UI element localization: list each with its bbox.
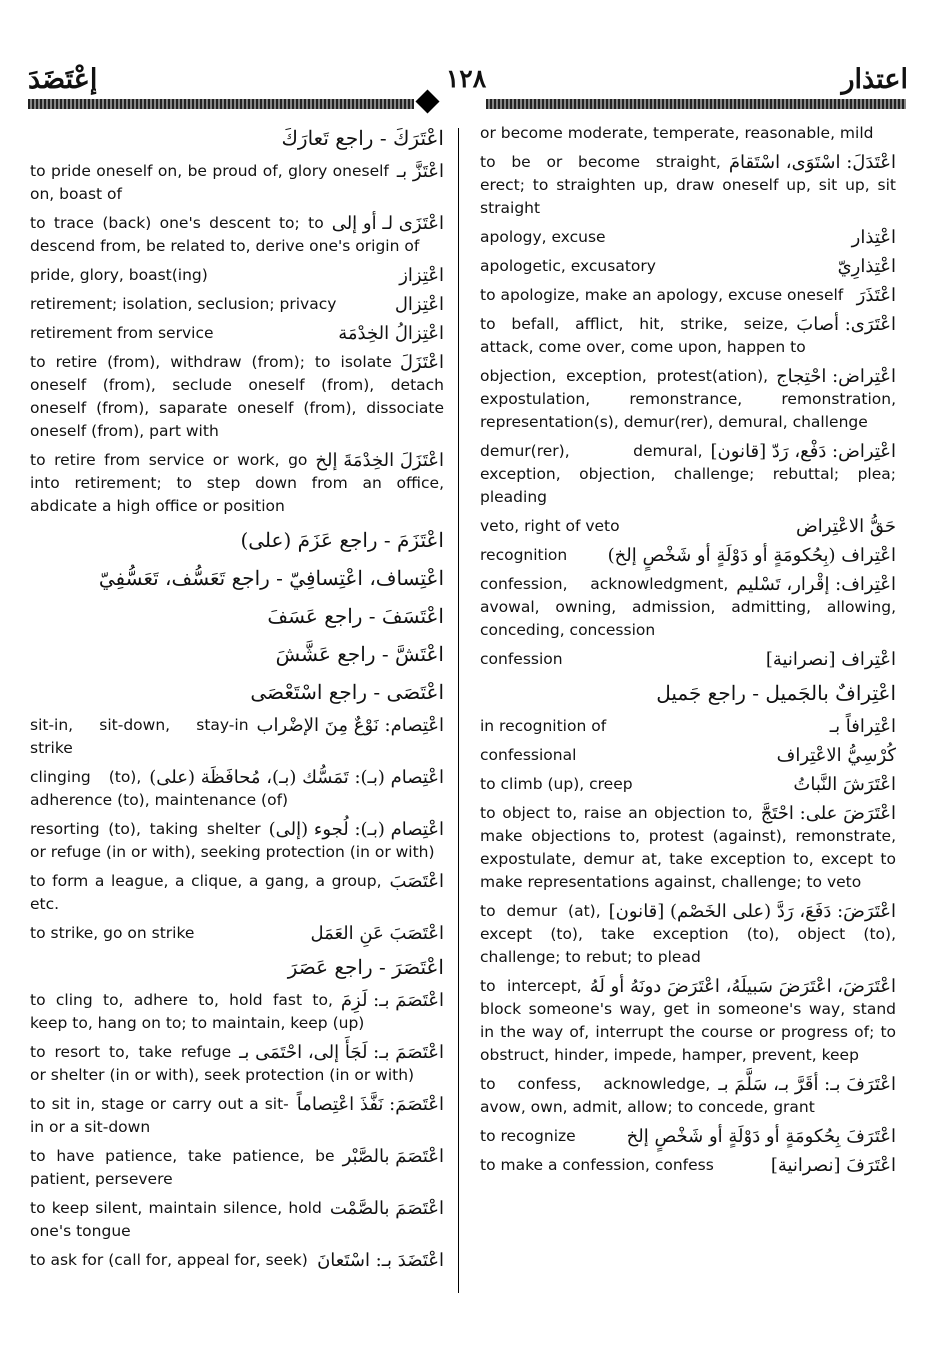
header-right-word: اعتذار: [841, 64, 908, 95]
english-definition: confessional: [480, 746, 577, 764]
dictionary-entry: [30, 638, 444, 670]
left-column: [30, 122, 444, 1278]
english-definition: sit-in, sit-down, stay-in strike: [30, 716, 249, 757]
arabic-headword: اعْتَذَرَ: [856, 285, 896, 306]
dictionary-entry: [30, 351, 444, 443]
arabic-headword: اعْتِصام (بـ): لُجوء (إلى): [268, 819, 444, 840]
arabic-headword: اعْتَزَلَ الخِدْمَةَ إلخ: [315, 450, 444, 471]
arabic-headword: اعْتَصَرَ - راجع عَصَرَ: [287, 955, 444, 979]
arabic-headword: اعْتَدَلَ: اسْتَوَى، اسْتَقامَ: [728, 152, 896, 173]
dictionary-entry: [30, 1249, 444, 1272]
header-diamond-ornament: [415, 89, 439, 113]
arabic-headword: اعْتَزَلَ: [399, 352, 444, 373]
arabic-headword: اعْتَرَضَ: دَفَعَ، رَدَّ (على الخَصْم) [قانون]: [608, 901, 896, 922]
dictionary-entry: [30, 1197, 444, 1243]
page-number: ١٢٨: [445, 64, 487, 93]
arabic-headword: اعْتَرَضَ على: احْتَجَّ: [760, 803, 896, 824]
english-definition: pride, glory, boast(ing): [30, 266, 208, 284]
dictionary-entry: [30, 600, 444, 632]
english-definition: recognition: [480, 546, 568, 564]
dictionary-entry: [30, 122, 444, 154]
dictionary-entry: [30, 562, 444, 594]
dictionary-entry: [480, 544, 896, 567]
english-definition: to ask for (call for, appeal for, seek): [30, 1251, 308, 1269]
english-definition: veto, right of veto: [480, 517, 620, 535]
english-definition: retirement; isolation, seclusion; privacy: [30, 295, 337, 313]
dictionary-entry: [30, 1041, 444, 1087]
dictionary-entry: [30, 714, 444, 760]
dictionary-entry: [30, 264, 444, 287]
header-left-word: إعْتَضَدَ: [28, 64, 98, 95]
dictionary-entry: [480, 773, 896, 796]
header-rule-right: [486, 99, 906, 109]
english-definition: apology, excuse: [480, 228, 606, 246]
english-definition: retirement from service: [30, 324, 214, 342]
arabic-headword: اعْتَرَشَ النَّباتُ: [793, 774, 896, 795]
arabic-headword: اعْتَرَفَ [نصرانية]: [770, 1155, 896, 1176]
english-definition: to object to, raise an objection to, make objections to, protest (against), remonstrate, expostulate, demur at, take exception to, except to make representations against, challenge; to veto: [480, 804, 896, 891]
dictionary-entry: [480, 975, 896, 1067]
english-definition: to recognize: [480, 1127, 576, 1145]
arabic-headword: اعْتَرَضَ، اعْتَرَضَ سَبيلَهُ، اعْتَرَضَ دونَهُ أو لَهُ: [589, 976, 896, 997]
english-definition: or become moderate, temperate, reasonable, mild: [480, 124, 874, 142]
arabic-headword: اعْتَصَمَ بـ: لَجَأَ إلى، احْتَمَى بـ: [239, 1042, 444, 1063]
arabic-headword: اعْتِراض: احْتِجاج: [776, 366, 896, 387]
dictionary-entry: [30, 951, 444, 983]
english-definition: to befall, afflict, hit, strike, seize, attack, come over, come upon, happen to: [480, 315, 806, 356]
english-definition: to trace (back) one's descent to; to descend from, be related to, derive one's origin of: [30, 214, 420, 255]
dictionary-entry: [480, 226, 896, 249]
arabic-headword: اعْتِزال: [394, 294, 444, 315]
arabic-headword: حَقُّ الاعْتِراض: [796, 516, 896, 537]
dictionary-entry: [480, 573, 896, 642]
arabic-headword: اعْتِرافٌ بالجَميل - راجع جَميل: [656, 681, 896, 705]
arabic-headword: اعْتَرَكَ - راجع تَعارَكَ: [281, 126, 444, 150]
dictionary-entry: [480, 677, 896, 709]
arabic-headword: اعْتَضَدَ بـ: اسْتَعانَ: [317, 1250, 444, 1271]
dictionary-entry: [480, 802, 896, 894]
header-rule-left: [28, 99, 414, 109]
english-definition: to cling to, adhere to, hold fast to, keep to, hang on to; to maintain, keep (up): [30, 991, 365, 1032]
english-definition: apologetic, excusatory: [480, 257, 656, 275]
english-definition: objection, exception, protest(ation), expostulation, remonstrance, remonstration, representation(s), demur(rer), demural, challenge: [480, 367, 896, 431]
arabic-headword: اعْتَصَمَ: نَفَّذَ اعْتِصاماً: [296, 1094, 444, 1115]
dictionary-entry: [30, 766, 444, 812]
arabic-headword: اعْتَرَى: أصابَ: [796, 314, 896, 335]
arabic-headword: اعْتِزاز: [399, 265, 444, 286]
arabic-headword: اعْتِذارِيّ: [837, 256, 896, 277]
arabic-headword: اعْتَزَّ بـ: [396, 161, 444, 182]
arabic-headword: اعْتِراض: دَفْع، رَدّ [قانون]: [710, 441, 896, 462]
arabic-headword: اعْتَصَمَ بالصَّبْر: [342, 1146, 444, 1167]
dictionary-entry: [30, 1145, 444, 1191]
dictionary-entry: [480, 365, 896, 434]
dictionary-entry: [480, 440, 896, 509]
dictionary-entry: [480, 313, 896, 359]
right-column: [480, 122, 896, 1183]
dictionary-entry: [30, 293, 444, 316]
english-definition: to sit in, stage or carry out a sit-in or a sit-down: [30, 1095, 289, 1136]
arabic-headword: كُرْسِيُّ الاعْتِراف: [776, 745, 896, 766]
dictionary-entry: [480, 1154, 896, 1177]
arabic-headword: اعْتِراف: إقْرار، تَسْليم: [736, 574, 896, 595]
dictionary-entry: [30, 922, 444, 945]
arabic-headword: اعْتَزَمَ - راجع عَزَمَ (على): [240, 528, 444, 552]
dictionary-entry: [30, 1093, 444, 1139]
english-definition: to form a league, a clique, a gang, a group, etc.: [30, 872, 382, 913]
arabic-headword: اعْتِزالُ الخِدْمَة: [338, 323, 444, 344]
english-definition: to make a confession, confess: [480, 1156, 714, 1174]
arabic-headword: اعْتَسَفَ - راجع عَسَفَ: [267, 604, 444, 628]
dictionary-entry: [30, 322, 444, 345]
arabic-headword: اعْتَزَى لـ أو إلى: [331, 213, 444, 234]
dictionary-entry: [480, 900, 896, 969]
english-definition: demur(rer), demural, exception, objection, challenge; rebuttal; plea; pleading: [480, 442, 896, 506]
dictionary-entry: [480, 122, 896, 145]
arabic-headword: اعْتِصام: نَوْعٌ مِنَ الإضْراب: [256, 715, 444, 736]
english-definition: to be or become straight, erect; to straighten up, draw oneself up, sit up, sit straight: [480, 153, 896, 217]
arabic-headword: اعْتِذار: [851, 227, 896, 248]
english-definition: to resort to, take refuge or shelter (in or with), seek protection (in or with): [30, 1043, 415, 1084]
dictionary-entry: [30, 212, 444, 258]
english-definition: to intercept, block someone's way, get in someone's way, stand in the way of, interrupt the course or progress of; to obstruct, hinder, impede, hamper, prevent, keep: [480, 977, 896, 1064]
english-definition: to have patience, take patience, be patient, persevere: [30, 1147, 335, 1188]
dictionary-entry: [30, 989, 444, 1035]
dictionary-entry: [30, 818, 444, 864]
english-definition: clinging (to), adherence (to), maintenance (of): [30, 768, 289, 809]
english-definition: confession: [480, 650, 563, 668]
english-definition: confession, acknowledgment, avowal, owning, admission, admitting, allowing, conceding, concession: [480, 575, 896, 639]
arabic-headword: اعْتِراف (بِحُكومَةٍ أو دَوْلَةٍ أو شَخْصٍ إلخ): [607, 545, 896, 566]
english-definition: resorting (to), taking shelter or refuge (in or with), seeking protection (in or with): [30, 820, 435, 861]
english-definition: to demur (at), except (to), take exception (to), object (to), challenge; to rebut; to plead: [480, 902, 896, 966]
english-definition: in recognition of: [480, 717, 607, 735]
dictionary-entry: [480, 648, 896, 671]
arabic-headword: اعْتَرَفَ بـ: أقَرَّ بـ، سَلَّمَ بـ: [718, 1074, 896, 1095]
dictionary-entry: [30, 524, 444, 556]
arabic-headword: اعْتَصَبَ: [389, 871, 444, 892]
column-divider: [458, 128, 459, 1293]
dictionary-entry: [30, 676, 444, 708]
english-definition: to climb (up), creep: [480, 775, 633, 793]
arabic-headword: اعْتَصَبَ عَنِ العَمَل: [310, 923, 444, 944]
dictionary-entry: [30, 449, 444, 518]
english-definition: to apologize, make an apology, excuse oneself: [480, 286, 844, 304]
arabic-headword: اعْتِراف [نصرانية]: [765, 649, 896, 670]
arabic-headword: اعْتَصَمَ بالصَّمْت: [329, 1198, 444, 1219]
dictionary-entry: [30, 160, 444, 206]
arabic-headword: اعْتَرَفَ بِحُكومَةٍ أو دَوْلَةٍ أو شَخْصٍ إلخ: [626, 1126, 896, 1147]
arabic-headword: اعْتَشَّ - راجع عَشَّشَ: [275, 642, 444, 666]
dictionary-entry: [480, 1125, 896, 1148]
dictionary-entry: [480, 284, 896, 307]
arabic-headword: اعْتَصَى - راجع اسْتَعْصَى: [250, 680, 444, 704]
english-definition: to retire (from), withdraw (from); to isolate oneself (from), seclude oneself (from), detach oneself (from), saparate oneself (from), dissociate oneself (from), part with: [30, 353, 444, 440]
english-definition: to pride oneself on, be proud of, glory oneself on, boast of: [30, 162, 389, 203]
arabic-headword: اعْتِساف، اعْتِسافِيّ - راجع تَعَسُّف، تَعَسُّفِيّ: [98, 566, 444, 590]
english-definition: to confess, acknowledge, avow, own, admit, allow; to concede, grant: [480, 1075, 815, 1116]
english-definition: to keep silent, maintain silence, hold one's tongue: [30, 1199, 322, 1240]
arabic-headword: اعْتِرافاً بـ: [829, 716, 896, 737]
arabic-headword: اعْتَصَمَ بـ: لَزِمَ: [340, 990, 444, 1011]
dictionary-entry: [30, 870, 444, 916]
dictionary-entry: [480, 1073, 896, 1119]
dictionary-entry: [480, 744, 896, 767]
dictionary-entry: [480, 151, 896, 220]
dictionary-entry: [480, 515, 896, 538]
english-definition: to retire from service or work, go into retirement; to step down from an office, abdicate a high office or position: [30, 451, 444, 515]
dictionary-entry: [480, 715, 896, 738]
dictionary-entry: [480, 255, 896, 278]
arabic-headword: اعْتِصام (بـ): تَمَسُّك (بـ)، مُحافَظَة (على): [149, 767, 444, 788]
english-definition: to strike, go on strike: [30, 924, 195, 942]
